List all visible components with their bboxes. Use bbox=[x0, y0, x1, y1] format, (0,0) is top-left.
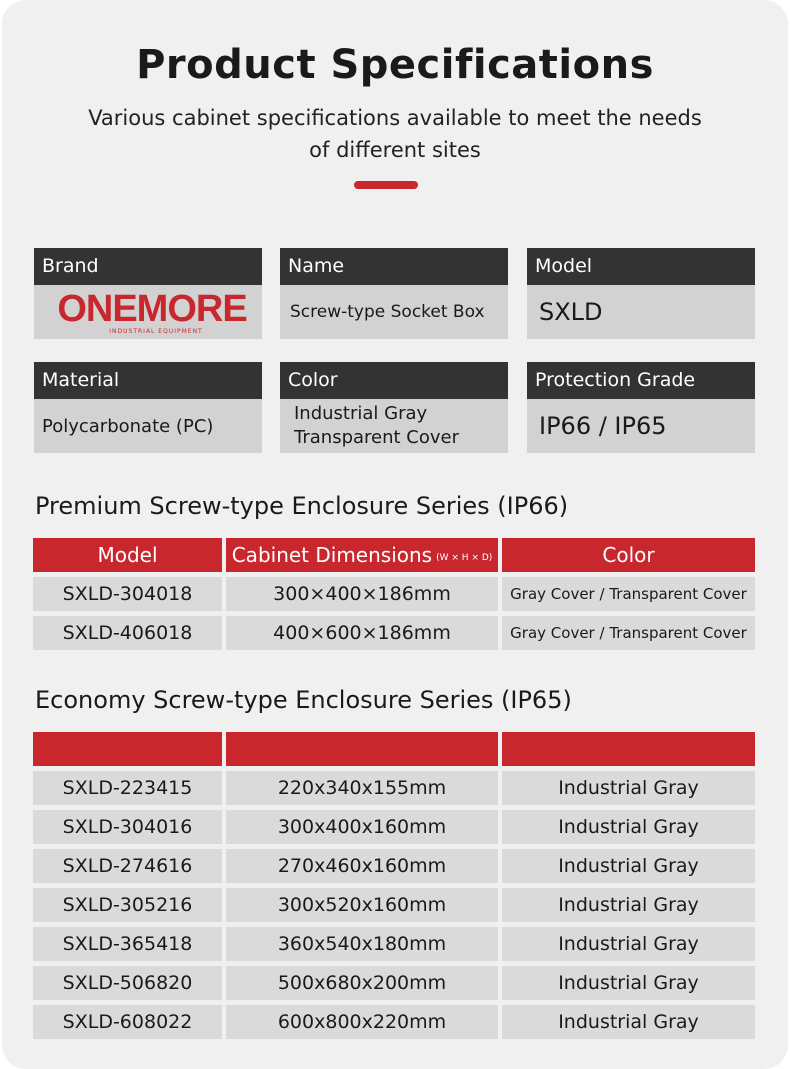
row-model: SXLD-506820 bbox=[33, 966, 222, 1000]
spec-label-brand: Brand bbox=[34, 248, 262, 285]
spec-value-model: SXLD bbox=[527, 285, 755, 339]
row-color: Industrial Gray bbox=[502, 888, 755, 922]
row-model: SXLD-304018 bbox=[33, 577, 222, 611]
row-dimensions: 400×600×186mm bbox=[226, 616, 498, 650]
premium-header-model: Model bbox=[33, 538, 222, 572]
page-subtitle bbox=[50, 102, 740, 166]
row-color: Industrial Gray bbox=[502, 771, 755, 805]
spec-label-material: Material bbox=[34, 362, 262, 399]
spec-card-model bbox=[527, 248, 755, 339]
spec-label-color: Color bbox=[280, 362, 508, 399]
row-dimensions: 270x460x160mm bbox=[226, 849, 498, 883]
spec-card-protection bbox=[527, 362, 755, 453]
row-model: SXLD-274616 bbox=[33, 849, 222, 883]
subtitle-line-2: of different sites bbox=[309, 138, 481, 162]
spec-value-color-line-2: Transparent Cover bbox=[294, 427, 459, 448]
premium-section-title: Premium Screw-type Enclosure Series (IP66) bbox=[35, 492, 569, 520]
row-model: SXLD-223415 bbox=[33, 771, 222, 805]
spec-value-color bbox=[280, 399, 508, 453]
spec-value-protection: IP66 / IP65 bbox=[527, 399, 755, 453]
economy-header-model bbox=[33, 732, 222, 766]
spec-value-material: Polycarbonate (PC) bbox=[34, 399, 262, 453]
row-color: Gray Cover / Transparent Cover bbox=[502, 577, 755, 611]
spec-card-material bbox=[34, 362, 262, 453]
accent-divider bbox=[354, 181, 418, 189]
page-title: Product Specifications bbox=[136, 42, 654, 88]
brand-logo bbox=[34, 285, 262, 339]
row-model: SXLD-608022 bbox=[33, 1005, 222, 1039]
row-color: Industrial Gray bbox=[502, 966, 755, 1000]
row-dimensions: 300×400×186mm bbox=[226, 577, 498, 611]
brand-logo-wordmark: ONEMORE bbox=[57, 287, 247, 330]
economy-section-title: Economy Screw-type Enclosure Series (IP65) bbox=[35, 686, 572, 714]
row-dimensions: 220x340x155mm bbox=[226, 771, 498, 805]
premium-header-color: Color bbox=[502, 538, 755, 572]
row-model: SXLD-304016 bbox=[33, 810, 222, 844]
row-color: Industrial Gray bbox=[502, 810, 755, 844]
row-dimensions: 600x800x220mm bbox=[226, 1005, 498, 1039]
row-dimensions: 500x680x200mm bbox=[226, 966, 498, 1000]
premium-header-dimensions-sub: (W × H × D) bbox=[436, 553, 493, 563]
spec-value-color-line-1: Industrial Gray bbox=[294, 403, 428, 424]
row-color: Industrial Gray bbox=[502, 1005, 755, 1039]
row-color: Industrial Gray bbox=[502, 849, 755, 883]
premium-header-dimensions-label: Cabinet Dimensions bbox=[231, 543, 433, 567]
row-model: SXLD-406018 bbox=[33, 616, 222, 650]
spec-label-name: Name bbox=[280, 248, 508, 285]
premium-header-dimensions bbox=[226, 538, 498, 572]
spec-card-brand bbox=[34, 248, 262, 339]
spec-label-model: Model bbox=[527, 248, 755, 285]
economy-header-color bbox=[502, 732, 755, 766]
row-dimensions: 300x400x160mm bbox=[226, 810, 498, 844]
economy-header-dimensions bbox=[226, 732, 498, 766]
row-dimensions: 300x520x160mm bbox=[226, 888, 498, 922]
brand-logo-tagline: INDUSTRIAL EQUIPMENT bbox=[109, 327, 203, 335]
spec-card-name bbox=[280, 248, 508, 339]
spec-card-color bbox=[280, 362, 508, 453]
subtitle-line-1: Various cabinet specifications available to meet the needs bbox=[88, 106, 702, 130]
row-color: Gray Cover / Transparent Cover bbox=[502, 616, 755, 650]
spec-value-name: Screw-type Socket Box bbox=[280, 285, 508, 339]
row-model: SXLD-365418 bbox=[33, 927, 222, 961]
row-color: Industrial Gray bbox=[502, 927, 755, 961]
row-dimensions: 360x540x180mm bbox=[226, 927, 498, 961]
row-model: SXLD-305216 bbox=[33, 888, 222, 922]
spec-label-protection: Protection Grade bbox=[527, 362, 755, 399]
